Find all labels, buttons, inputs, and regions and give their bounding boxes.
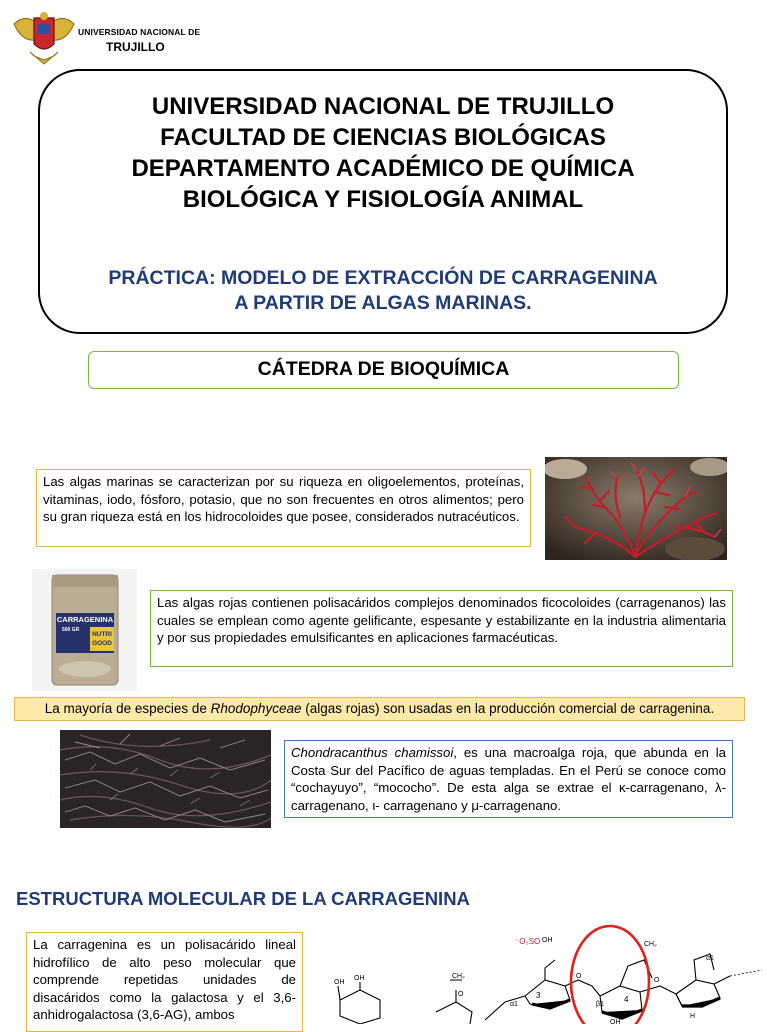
carrageenan-product-photo — [32, 569, 137, 691]
red-algae-photo — [545, 457, 727, 560]
molecule-sulfate-label: ⁻O₃SO — [515, 937, 541, 946]
practice-title — [40, 266, 726, 316]
catedra-heading: CÁTEDRA DE BIOQUÍMICA — [88, 351, 679, 389]
molecule-h-label: H — [690, 1013, 696, 1020]
title-line: FACULTAD DE CIENCIAS BIOLÓGICAS — [160, 124, 606, 151]
rhodophyceae-banner — [14, 697, 745, 721]
bag-brand-line2: GOOD — [92, 640, 112, 647]
bag-brand-line1: NUTRI — [92, 631, 112, 638]
bag-label: CARRAGENINA — [56, 615, 114, 624]
molecule-ch2-label: CH₂ — [644, 941, 657, 948]
molecule-o-label: O — [654, 977, 660, 984]
species-name: Chondracanthus chamissoi — [291, 745, 454, 760]
molecule-alpha-label: α1 — [706, 955, 714, 962]
banner-species: Rhodophyceae — [210, 701, 302, 716]
molecule-oh-label: OH — [334, 979, 345, 986]
subtitle-line: A PARTIR DE ALGAS MARINAS. — [234, 292, 532, 314]
molecule-number-label: 3 — [536, 991, 541, 1000]
paragraph-carrageenan-definition: La carragenina es un polisacárido lineal hidrofílico de alto peso molecular que comprende repetidas unidades de disacáridos como la galactosa y el 3,6-anhidrogalactosa (3,6-AG), ambos — [26, 932, 303, 1032]
molecule-o-label: O — [576, 973, 582, 980]
molecule-oh-label: OH — [354, 975, 365, 982]
bag-weight: 500 GR — [62, 627, 80, 633]
highlight-circle — [571, 926, 649, 1024]
molecule-beta-label: β1 — [596, 1001, 604, 1008]
paragraph-chondracanthus — [284, 740, 733, 818]
molecule-oh-label: OH — [542, 937, 553, 944]
molecule-alpha-label: α1 — [510, 1001, 518, 1008]
section-heading-structure: ESTRUCTURA MOLECULAR DE LA CARRAGENINA — [16, 888, 470, 909]
banner-text-before: La mayoría de especies de — [44, 701, 211, 716]
university-logo — [10, 10, 78, 70]
university-city: TRUJILLO — [106, 40, 165, 54]
molecule-number-label: 4 — [624, 995, 629, 1004]
molecule-o-label: O — [458, 991, 464, 998]
title-line: UNIVERSIDAD NACIONAL DE TRUJILLO — [151, 93, 615, 120]
title-box — [38, 69, 728, 334]
title-line: BIOLÓGICA Y FISIOLOGÍA ANIMAL — [182, 186, 584, 213]
university-name-small: UNIVERSIDAD NACIONAL DE — [78, 27, 201, 37]
paragraph-seaweed-nutrients: Las algas marinas se caracterizan por su riqueza en oligoelementos, proteínas, vitaminas, iodo, fósforo, potasio, que no son frecuentes en otros alimentos; pero su gran riqueza está en los hidrocoloides que posee, considerados nutracéuticos. — [36, 469, 531, 547]
title-line: DEPARTAMENTO ACADÉMICO DE QUÍMICA — [131, 155, 635, 182]
carrageenan-molecule-diagram — [310, 920, 768, 1024]
subtitle-line: PRÁCTICA: MODELO DE EXTRACCIÓN DE CARRAGENINA — [108, 267, 658, 289]
banner-text-after: (algas rojas) son usadas en la producción comercial de carragenina. — [301, 701, 715, 716]
chondracanthus-photo — [60, 730, 271, 828]
molecule-oh-label: OH — [610, 1019, 621, 1024]
paragraph-red-algae: Las algas rojas contienen polisacáridos complejos denominados ficocoloides (carragenanos) las cuales se emplean como agente gelificante, espesante y estabilizante en la industria alimentaria y por sus propiedades emulsificantes en aplicaciones farmacéuticas. — [150, 590, 733, 667]
molecule-ch2-label: CH₂ — [452, 973, 465, 980]
species-description: , es una macroalga roja, que abunda en la Costa Sur del Pacífico de aguas templadas. En el Perú se conoce como “cochayuyo”, “mococho”. De esta alga se extrae el κ-carragenano, λ- carragenano, ι- carragenano y μ-carragenano. — [291, 745, 726, 813]
institution-title — [40, 91, 726, 215]
